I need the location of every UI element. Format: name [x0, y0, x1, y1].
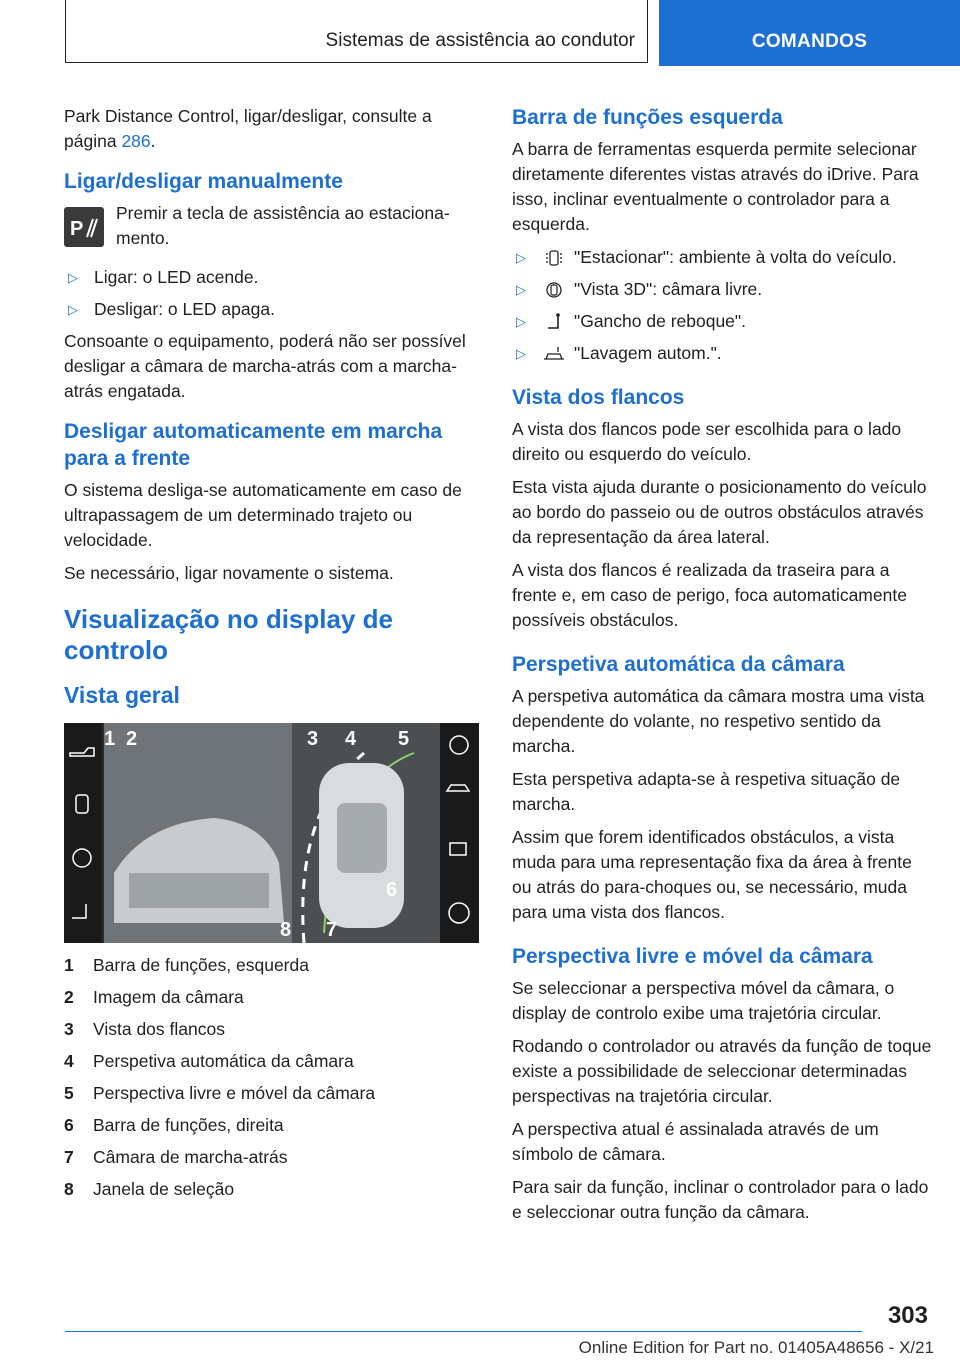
bullet-triangle-icon: ▷: [516, 282, 526, 297]
option-text: "Vista 3D": câmara livre.: [574, 279, 763, 299]
option-text: "Estacionar": ambiente à volta do veículo.: [574, 247, 897, 267]
legend-item: [64, 1113, 479, 1138]
header-box: [65, 0, 648, 63]
autocam-paragraph-2: Esta perspetiva adapta-se à respetiva situação de marcha.: [512, 769, 901, 814]
legend-number: 4: [64, 1051, 74, 1071]
heading-auto-camera: Perspetiva automática da câmara: [512, 653, 845, 676]
heading-free-camera: Perspectiva livre e móvel da câmara: [512, 945, 873, 968]
legend-text: Vista dos flancos: [93, 1019, 225, 1039]
fig-label: 7: [326, 919, 338, 941]
bar-paragraph: A barra de ferramentas esquerda permite selecionar diretamente diferentes vistas através do iDrive. Para isso, inclinar eventualmente o controlador para a esquerda.: [512, 139, 919, 234]
car-wash-icon: [542, 345, 566, 363]
intro-paragraph: [64, 104, 479, 154]
fig-label: 6: [386, 879, 398, 901]
parking-assist-button-icon: [64, 207, 104, 247]
right-column: [512, 104, 932, 1233]
free-paragraph-4: Para sair da função, inclinar o controlador para o lado e seleccionar outra função da câmara.: [512, 1177, 929, 1222]
heading-overview: Vista geral: [64, 682, 180, 708]
legend-text: Barra de funções, direita: [93, 1115, 284, 1135]
free-paragraph-2: Rodando o controlador ou através da função de toque existe a possibilidade de seleccionar determinadas perspectivas na trajetória circular.: [512, 1036, 932, 1106]
bullet-triangle-icon: ▷: [68, 302, 78, 317]
legend-text: Perspetiva automática da câmara: [93, 1051, 354, 1071]
free-paragraph-3: A perspectiva atual é assinalada através de um símbolo de câmara.: [512, 1119, 879, 1164]
fig-label: 4: [345, 728, 357, 750]
auto-paragraph: O sistema desliga-se automaticamente em caso de ultrapassagem de um determinado trajeto ou velocidade.: [64, 480, 462, 550]
option-hitch: [512, 309, 932, 334]
bullet-triangle-icon: ▷: [516, 346, 526, 361]
bullet-text: Desligar: o LED apaga.: [94, 299, 275, 319]
bullet-triangle-icon: ▷: [516, 250, 526, 265]
legend-item: [64, 1081, 479, 1106]
legend-item: [64, 1049, 479, 1074]
autocam-paragraph-3: Assim que forem identificados obstáculos, a vista muda para uma representação fixa da área à frente ou atrás do para-choques ou, se necessário, muda para uma vista dos flancos.: [512, 827, 912, 922]
legend-number: 3: [64, 1019, 74, 1039]
heading-display: Visualização no display de controlo: [64, 604, 393, 665]
key-instruction: Premir a tecla de assistência ao estacionamento.: [116, 203, 450, 248]
legend-number: 1: [64, 955, 74, 975]
legend-number: 6: [64, 1115, 74, 1135]
intro-end: .: [150, 131, 156, 151]
legend-item: [64, 1017, 479, 1042]
flank-paragraph-1: A vista dos flancos pode ser escolhida para o lado direito ou esquerdo do veículo.: [512, 419, 902, 464]
heading-left-bar: Barra de funções esquerda: [512, 106, 783, 129]
fig-label: 2: [126, 728, 138, 750]
chapter-tab-label: COMANDOS: [751, 31, 868, 52]
autocam-paragraph-1: A perspetiva automática da câmara mostra uma vista dependente do volante, no respetivo sentido da marcha.: [512, 686, 925, 756]
legend-number: 5: [64, 1083, 74, 1103]
option-wash: [512, 341, 932, 366]
camera-display-figure: [64, 723, 479, 943]
legend-text: Câmara de marcha-atrás: [93, 1147, 288, 1167]
3d-view-icon: [542, 281, 566, 299]
legend-number: 2: [64, 987, 74, 1007]
page-number: 303: [887, 1302, 928, 1329]
left-column: [64, 104, 479, 1209]
bullet-on: [64, 265, 479, 290]
option-text: "Lavagem autom.".: [574, 343, 722, 363]
legend-text: Janela de seleção: [93, 1179, 235, 1199]
legend-text: Barra de funções, esquerda: [93, 955, 309, 975]
page-link[interactable]: 286: [121, 131, 151, 151]
again-paragraph: Se necessário, ligar novamente o sistema.: [64, 563, 394, 583]
bullet-triangle-icon: ▷: [68, 270, 78, 285]
fig-label: 5: [398, 728, 410, 750]
footer-divider: [65, 1331, 862, 1332]
legend-text: Imagem da câmara: [93, 987, 244, 1007]
intro-text: Park Distance Control, ligar/desligar, consulte a página: [64, 106, 432, 151]
option-parking: [512, 245, 932, 270]
legend-item: [64, 953, 479, 978]
option-text: "Gancho de reboque".: [574, 311, 746, 331]
heading-manual: Ligar/desligar manualmente: [64, 170, 343, 193]
parking-key-row: [64, 201, 479, 251]
bullet-triangle-icon: ▷: [516, 314, 526, 329]
tow-hitch-icon: [542, 313, 566, 331]
legend-item: [64, 1145, 479, 1170]
legend-number: 8: [64, 1179, 74, 1199]
edition-footer: Online Edition for Part no. 01405A48656 - X/21: [578, 1338, 934, 1357]
legend-item: [64, 985, 479, 1010]
section-title: Sistemas de assistência ao condutor: [325, 30, 635, 51]
fig-label: 3: [307, 728, 319, 750]
heading-flank: Vista dos flancos: [512, 386, 685, 409]
free-paragraph-1: Se seleccionar a perspectiva móvel da câmara, o display de controlo exibe uma trajetória circular.: [512, 978, 895, 1023]
parking-view-icon: [542, 249, 566, 267]
option-3d: [512, 277, 932, 302]
right-function-bar: [440, 723, 479, 943]
legend-item: [64, 1177, 479, 1202]
flank-paragraph-3: A vista dos flancos é realizada da traseira para a frente e, em caso de perigo, foca automaticamente possíveis obstáculos.: [512, 560, 907, 630]
svg-text:P: P: [70, 218, 84, 240]
heading-auto-off: Desligar automaticamente em marcha para a frente: [64, 420, 443, 470]
legend-text: Perspectiva livre e móvel da câmara: [93, 1083, 376, 1103]
bullet-off: [64, 297, 479, 322]
equipment-paragraph: Consoante o equipamento, poderá não ser possível desligar a câmara de marcha-atrás com a marcha-atrás engatada.: [64, 331, 466, 401]
bullet-text: Ligar: o LED acende.: [94, 267, 259, 287]
fig-label: 8: [280, 919, 292, 941]
chapter-tab[interactable]: [659, 0, 960, 66]
fig-label: 1: [104, 728, 116, 750]
legend-number: 7: [64, 1147, 74, 1167]
flank-paragraph-2: Esta vista ajuda durante o posicionamento do veículo ao bordo do passeio ou de outros obstáculos através da representação da área lateral.: [512, 477, 927, 547]
